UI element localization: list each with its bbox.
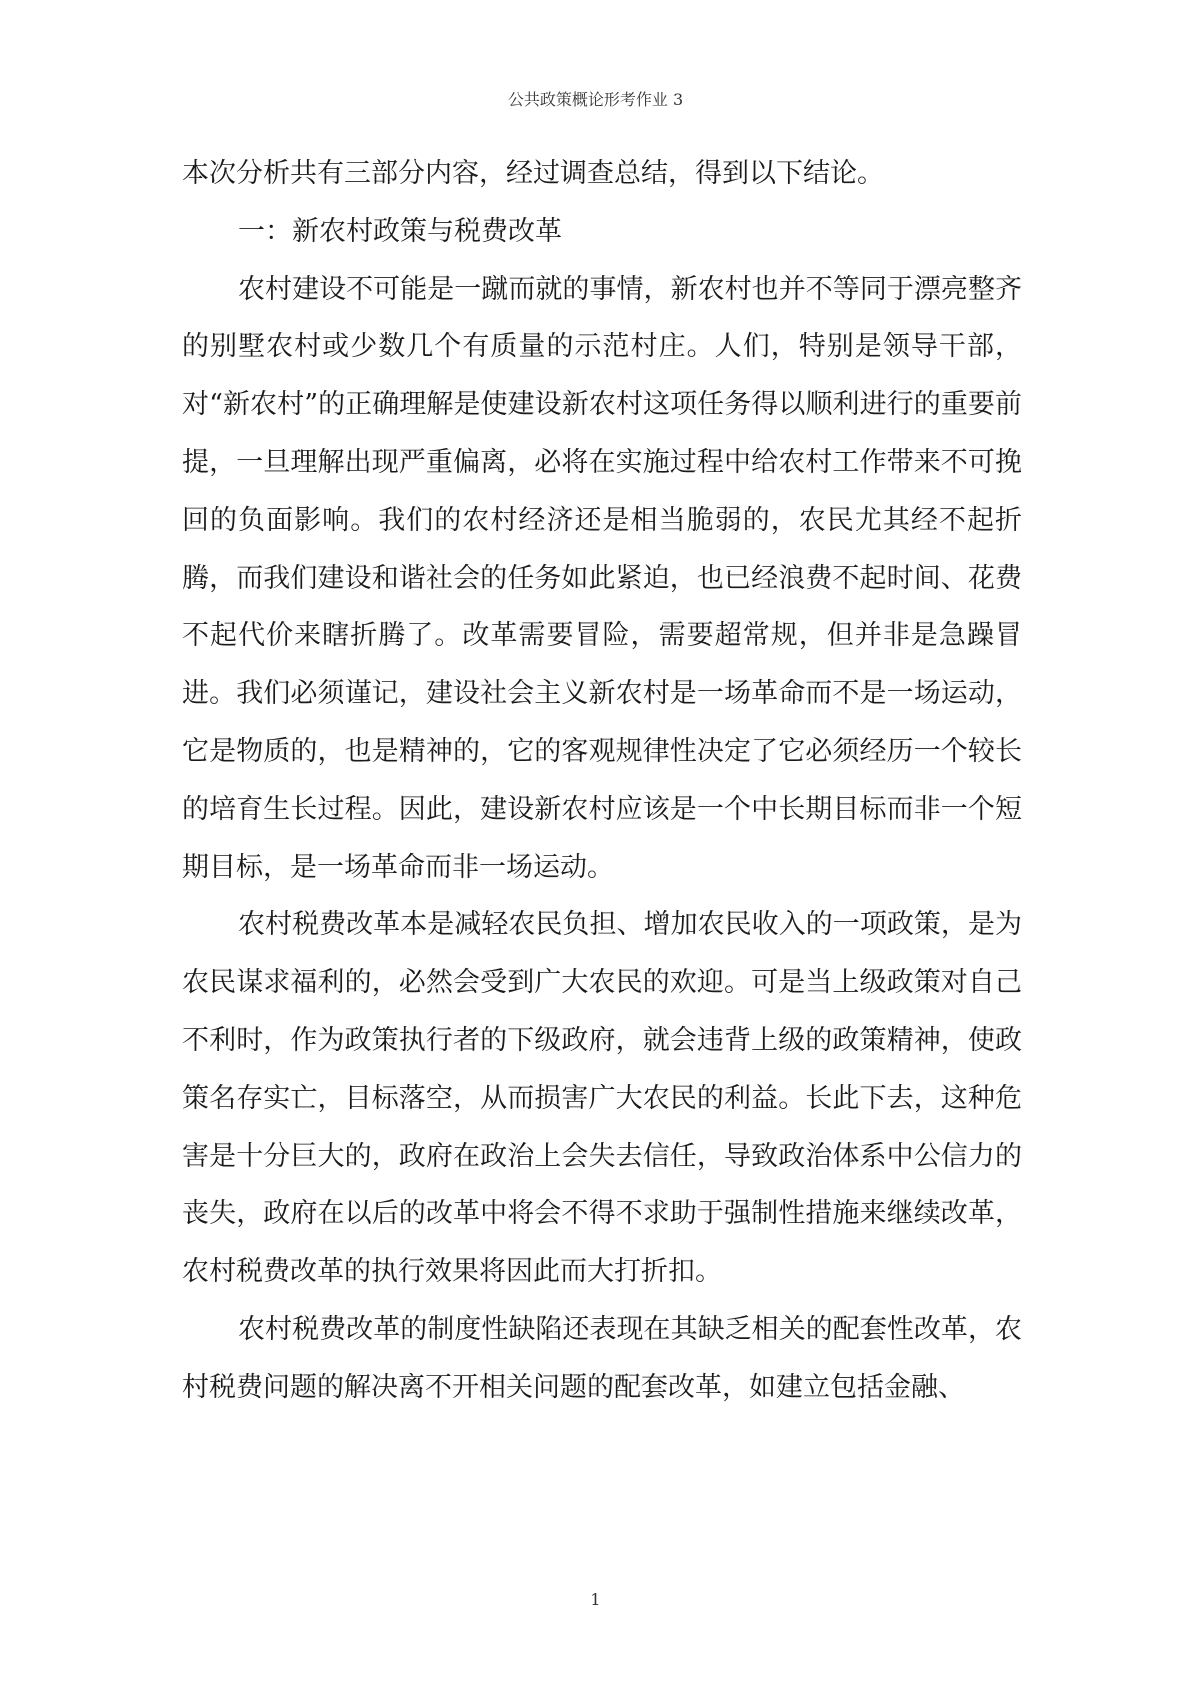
page-header: 公共政策概论形考作业 3 [507,90,684,109]
paragraph: 农村建设不可能是一蹴而就的事情，新农村也并不等同于漂亮整齐的别墅农村或少数几个有质量的示范村庄。人们，特别是领导干部，对“新农村”的正确理解是使建设新农村这项任务得以顺利进行的重要前提，一旦理解出现严重偏离，必将在实施过程中给农村工作带来不可挽回的负面影响。我们的农村经济还是相当脆弱的，农民尤其经不起折腾，而我们建设和谐社会的任务如此紧迫，也已经浪费不起时间、花费不起代价来瞎折腾了。改革需要冒险，需要超常规，但并非是急躁冒进。我们必须谨记，建设社会主义新农村是一场革命而不是一场运动，它是物质的，也是精神的，它的客观规律性决定了它必须经历一个较长的培育生长过程。因此，建设新农村应该是一个中长期目标而非一个短期目标，是一场革命而非一场运动。 [182,273,1022,883]
page-number: 1 [590,1590,601,1609]
paragraph: 农村税费改革的制度性缺陷还表现在其缺乏相关的配套性改革，农村税费问题的解决离不开相关问题的配套改革，如建立包括金融、 [182,1313,1022,1403]
paragraph: 农村税费改革本是减轻农民负担、增加农民收入的一项政策，是为农民谋求福利的，必然会受到广大农民的欢迎。可是当上级政策对自己不利时，作为政策执行者的下级政府，就会违背上级的政策精神，使政策名存实亡，目标落空，从而损害广大农民的利益。长此下去，这种危害是十分巨大的，政府在政治上会失去信任，导致政治体系中公信力的丧失，政府在以后的改革中将会不得不求助于强制性措施来继续改革，农村税费改革的执行效果将因此而大打折扣。 [182,909,1022,1288]
paragraph-intro: 本次分析共有三部分内容，经过调查总结，得到以下结论。 [182,158,884,189]
document-body [182,145,1022,1417]
section-heading: 一：新农村政策与税费改革 [238,215,562,247]
